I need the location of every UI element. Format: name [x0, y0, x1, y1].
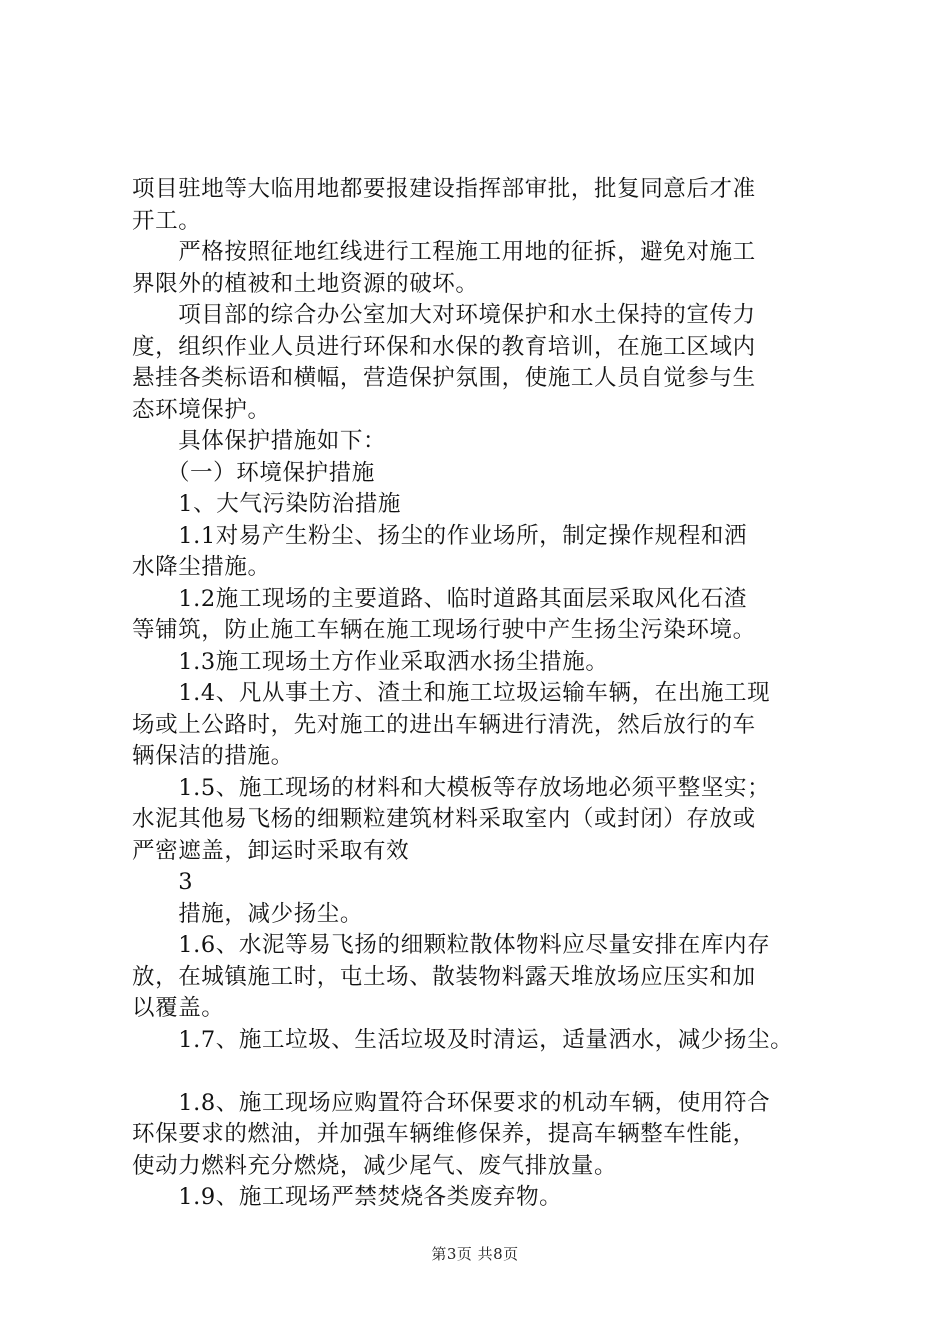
text-line: 以覆盖。 — [132, 995, 225, 1021]
text-line: 具体保护措施如下： — [132, 428, 387, 454]
text-line: 严密遮盖，卸运时采取有效 — [132, 837, 410, 864]
inline-page-number: 3 — [132, 869, 194, 895]
text-line: 等铺筑，防止施工车辆在施工现场行驶中产生扬尘污染环境。 — [132, 617, 756, 643]
text-line: 度，组织作业人员进行环保和水保的教育培训，在施工区域内 — [132, 333, 756, 360]
text-line: 1.7、施工垃圾、生活垃圾及时清运，适量洒水，减少扬尘。 — [132, 1026, 794, 1053]
text-line: 1.6、水泥等易飞扬的细颗粒散体物料应尽量安排在库内存 — [132, 932, 771, 958]
text-line: 1.8、施工现场应购置符合环保要求的机动车辆，使用符合 — [132, 1089, 771, 1116]
text-line: 1.1对易产生粉尘、扬尘的作业场所，制定操作规程和洒 — [132, 522, 748, 549]
text-line: 项目驻地等大临用地都要报建设指挥部审批，批复同意后才准 — [132, 176, 756, 202]
text-line: 1.9、施工现场严禁焚烧各类废弃物。 — [132, 1184, 563, 1210]
blank-line — [132, 1056, 832, 1088]
text-line: 放，在城镇施工时，屯土场、散装物料露天堆放场应压实和加 — [132, 963, 756, 990]
text-line: 水泥其他易飞杨的细颗粒建筑材料采取室内（或封闭）存放或 — [132, 806, 756, 832]
text-line: 场或上公路时，先对施工的进出车辆进行清洗，然后放行的车 — [132, 711, 756, 738]
text-line: 辆保洁的措施。 — [132, 743, 294, 769]
text-line: 态环境保护。 — [132, 396, 271, 423]
text-line: 1.4、凡从事土方、渣土和施工垃圾运输车辆，在出施工现 — [132, 680, 771, 706]
text-line: 界限外的植被和土地资源的破坏。 — [132, 270, 479, 297]
text-line: 措施，减少扬尘。 — [132, 900, 364, 927]
text-line: 1.2施工现场的主要道路、临时道路其面层采取风化石渣 — [132, 585, 748, 612]
page-footer: 第3页 共8页 — [431, 1245, 519, 1263]
text-line: 项目部的综合办公室加大对环境保护和水土保持的宣传力 — [132, 302, 756, 328]
text-line: 悬挂各类标语和横幅，营造保护氛围，使施工人员自觉参与生 — [132, 365, 756, 391]
subsection-heading: 1、大气污染防治措施 — [132, 491, 402, 517]
text-line: 水降尘措施。 — [132, 554, 271, 580]
text-line: 1.3施工现场土方作业采取洒水扬尘措施。 — [132, 648, 609, 675]
text-line: 环保要求的燃油，并加强车辆维修保养，提高车辆整车性能， — [132, 1121, 756, 1147]
text-line: 开工。 — [132, 207, 202, 234]
text-line: 1.5、施工现场的材料和大模板等存放场地必须平整坚实； — [132, 774, 771, 801]
text-line: 使动力燃料充分燃烧，减少尾气、废气排放量。 — [132, 1152, 618, 1179]
document-body — [132, 174, 832, 1214]
text-line: 严格按照征地红线进行工程施工用地的征拆，避免对施工 — [132, 239, 756, 265]
section-heading: （一）环境保护措施 — [132, 459, 375, 486]
